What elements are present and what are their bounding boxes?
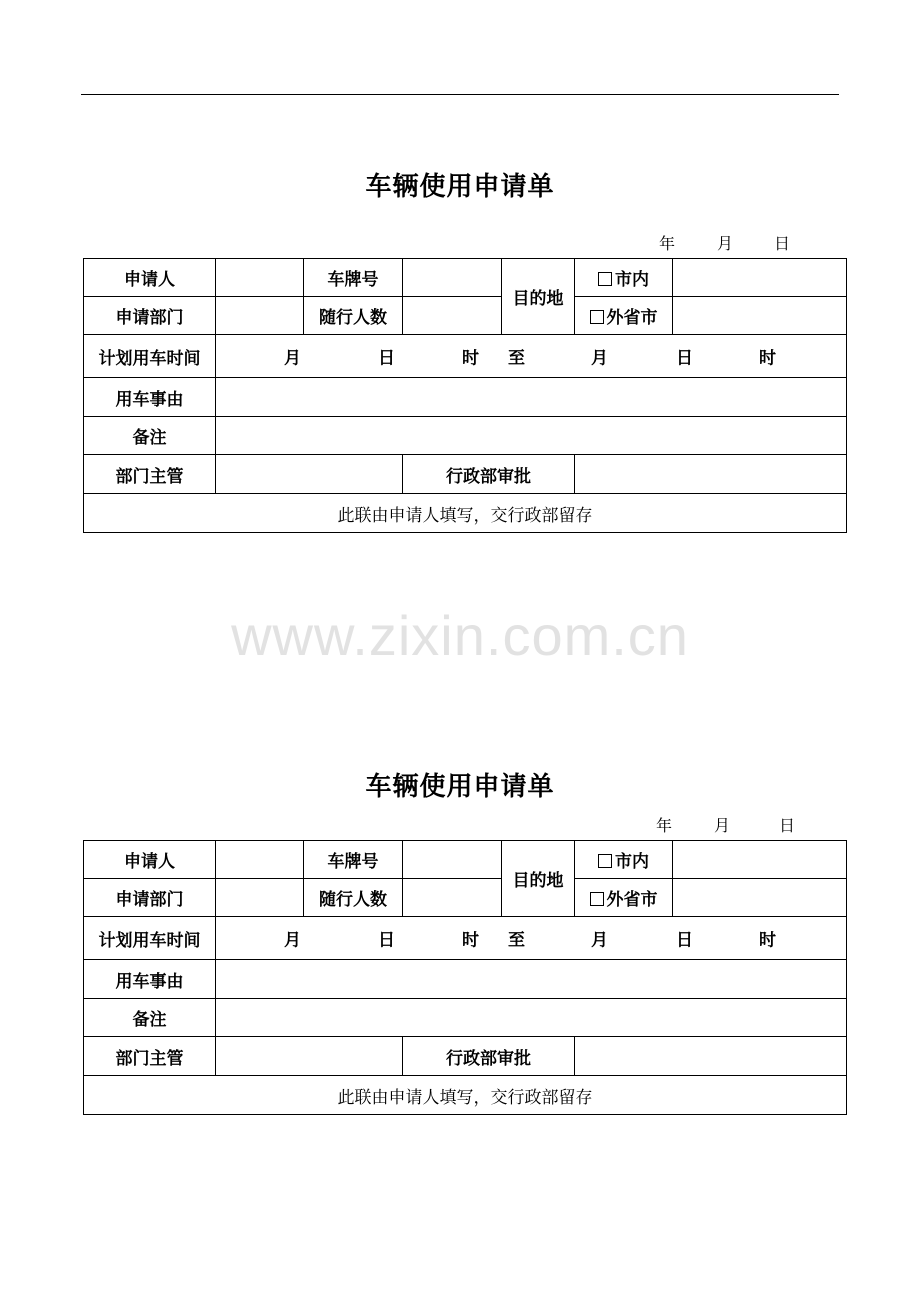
day-label: 日 — [779, 816, 796, 835]
destination-label: 目的地 — [502, 841, 575, 917]
reason-field[interactable] — [216, 378, 847, 417]
form-note: 此联由申请人填写，交行政部留存 — [84, 1076, 847, 1115]
applicant-label: 申请人 — [84, 259, 216, 297]
plate-label: 车牌号 — [304, 259, 403, 297]
companions-label: 随行人数 — [304, 297, 403, 335]
applicant-label: 申请人 — [84, 841, 216, 879]
time-month-start: 月 — [284, 348, 301, 369]
time-hour-end: 时 — [759, 348, 776, 369]
remarks-field[interactable] — [216, 417, 847, 455]
day-label: 日 — [774, 234, 791, 253]
date-line — [0, 231, 920, 251]
reason-label: 用车事由 — [84, 960, 216, 999]
time-hour-start: 时 — [462, 348, 479, 369]
time-month-end: 月 — [591, 348, 608, 369]
dept-head-label: 部门主管 — [84, 1037, 216, 1076]
department-label: 申请部门 — [84, 297, 216, 335]
department-field[interactable] — [216, 297, 304, 335]
checkbox-icon[interactable] — [598, 272, 612, 286]
dept-head-label: 部门主管 — [84, 455, 216, 494]
planned-time-label: 计划用车时间 — [84, 335, 216, 378]
vehicle-request-form — [83, 840, 847, 1115]
time-day-start: 日 — [378, 348, 395, 369]
plate-field[interactable] — [403, 259, 502, 297]
vehicle-request-form — [83, 258, 847, 533]
time-day-end: 日 — [676, 348, 693, 369]
companions-field[interactable] — [403, 879, 502, 917]
out-province-option[interactable]: 外省市 — [575, 879, 673, 917]
time-day-end: 日 — [676, 930, 693, 951]
reason-field[interactable] — [216, 960, 847, 999]
checkbox-icon[interactable] — [590, 892, 604, 906]
remarks-field[interactable] — [216, 999, 847, 1037]
reason-label: 用车事由 — [84, 378, 216, 417]
remarks-label: 备注 — [84, 999, 216, 1037]
time-to: 至 — [508, 348, 525, 369]
time-hour-end: 时 — [759, 930, 776, 951]
month-label: 月 — [717, 234, 734, 253]
admin-approval-label: 行政部审批 — [403, 455, 575, 494]
year-label: 年 — [656, 816, 673, 835]
time-to: 至 — [508, 930, 525, 951]
date-line — [0, 813, 920, 833]
department-label: 申请部门 — [84, 879, 216, 917]
destination-label: 目的地 — [502, 259, 575, 335]
applicant-field[interactable] — [216, 259, 304, 297]
planned-time-field[interactable] — [216, 335, 847, 378]
in-city-field[interactable] — [673, 259, 847, 297]
form-title: 车辆使用申请单 — [365, 772, 555, 802]
month-label: 月 — [714, 816, 731, 835]
dept-head-field[interactable] — [216, 455, 403, 494]
in-city-option[interactable]: 市内 — [575, 259, 673, 297]
out-province-field[interactable] — [673, 297, 847, 335]
out-province-field[interactable] — [673, 879, 847, 917]
out-province-option[interactable]: 外省市 — [575, 297, 673, 335]
admin-approval-field[interactable] — [575, 455, 847, 494]
header-rule — [81, 94, 839, 95]
admin-approval-label: 行政部审批 — [403, 1037, 575, 1076]
dept-head-field[interactable] — [216, 1037, 403, 1076]
time-month-start: 月 — [284, 930, 301, 951]
plate-field[interactable] — [403, 841, 502, 879]
department-field[interactable] — [216, 879, 304, 917]
checkbox-icon[interactable] — [598, 854, 612, 868]
companions-label: 随行人数 — [304, 879, 403, 917]
time-month-end: 月 — [591, 930, 608, 951]
year-label: 年 — [659, 234, 676, 253]
form-title: 车辆使用申请单 — [365, 172, 555, 202]
planned-time-field[interactable] — [216, 917, 847, 960]
checkbox-icon[interactable] — [590, 310, 604, 324]
applicant-field[interactable] — [216, 841, 304, 879]
watermark: www.zixin.com.cn — [231, 604, 689, 667]
companions-field[interactable] — [403, 297, 502, 335]
time-day-start: 日 — [378, 930, 395, 951]
form-note: 此联由申请人填写，交行政部留存 — [84, 494, 847, 533]
planned-time-label: 计划用车时间 — [84, 917, 216, 960]
time-hour-start: 时 — [462, 930, 479, 951]
in-city-option[interactable]: 市内 — [575, 841, 673, 879]
plate-label: 车牌号 — [304, 841, 403, 879]
admin-approval-field[interactable] — [575, 1037, 847, 1076]
remarks-label: 备注 — [84, 417, 216, 455]
in-city-field[interactable] — [673, 841, 847, 879]
